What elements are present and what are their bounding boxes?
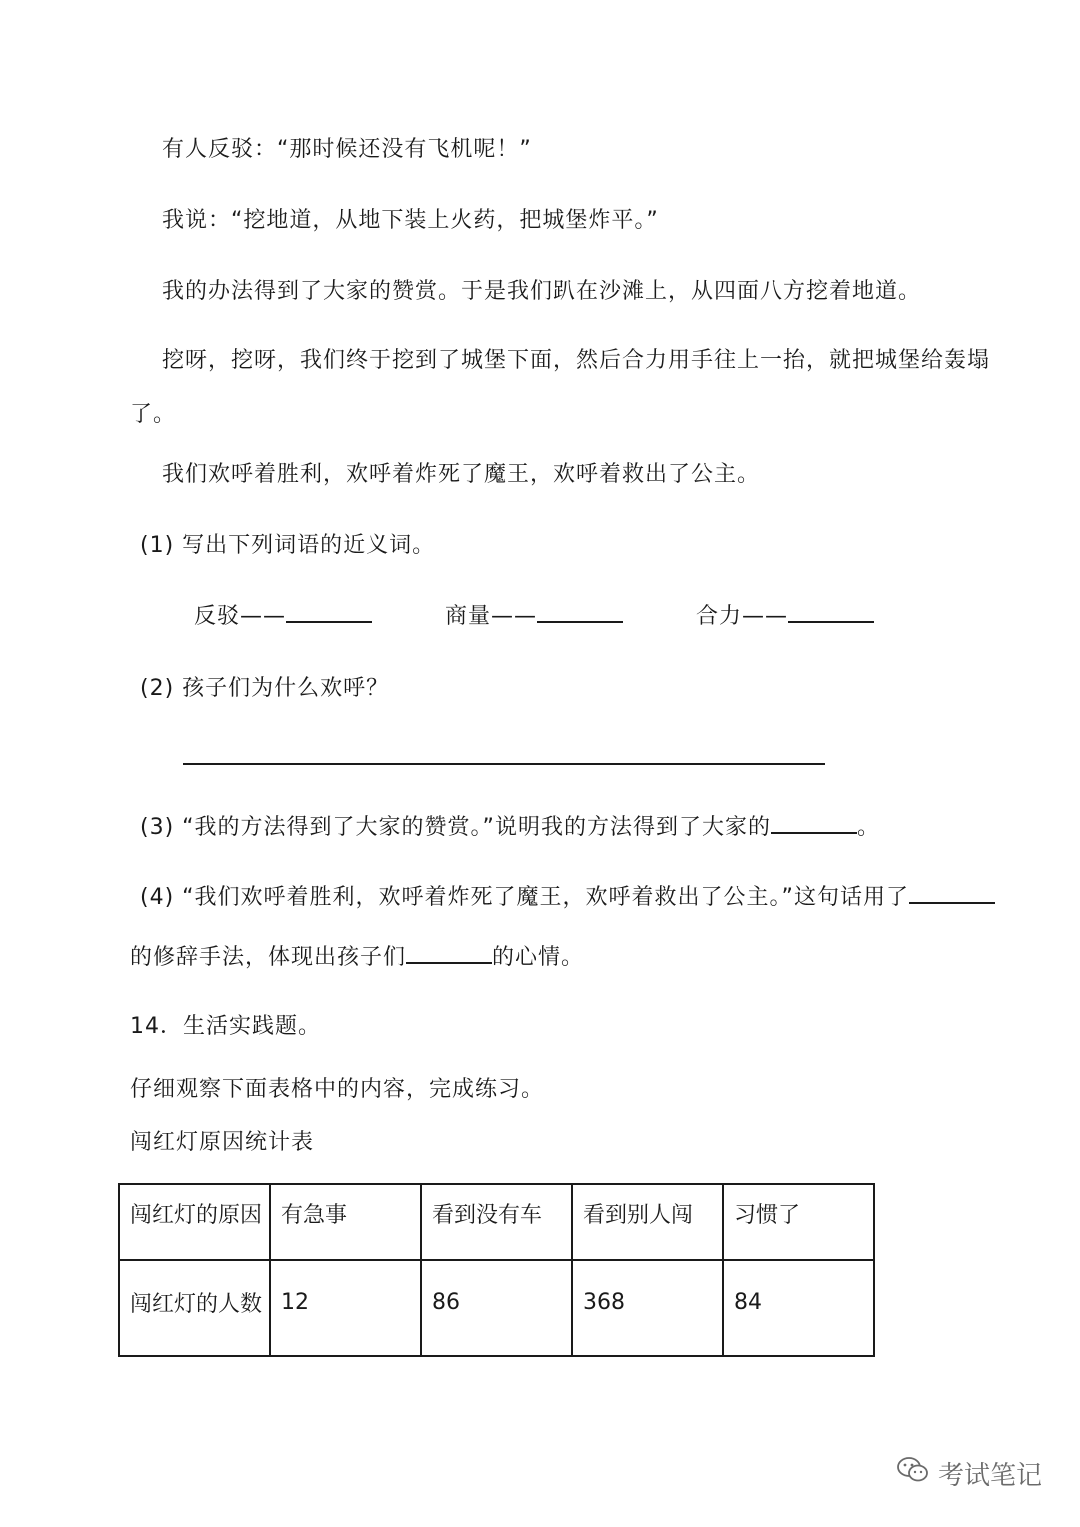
question-2-answer-line[interactable]	[183, 763, 825, 765]
table-header-row	[119, 1184, 874, 1260]
question-1-word-3	[696, 601, 874, 632]
word-label: 商量——	[445, 604, 538, 629]
table-row	[119, 1260, 874, 1356]
watermark	[896, 1455, 1042, 1492]
table-cell: 看到没有车	[421, 1184, 572, 1260]
table-cell: 看到别人闯	[572, 1184, 723, 1260]
answer-blank[interactable]	[286, 601, 372, 623]
question-4-line1	[140, 882, 995, 913]
table-cell: 86	[421, 1260, 572, 1356]
question-1-word-1	[194, 601, 372, 632]
table-cell: 有急事	[270, 1184, 421, 1260]
table-cell: 368	[572, 1260, 723, 1356]
question-1-word-2	[445, 601, 623, 632]
passage-p5: 我们欢呼着胜利，欢呼着炸死了魔王，欢呼着救出了公主。	[162, 462, 761, 487]
section-14-title: 14．生活实践题。	[130, 1014, 321, 1039]
answer-blank[interactable]	[537, 601, 623, 623]
question-1-prompt: (1) 写出下列词语的近义词。	[140, 533, 436, 558]
passage-p4-line2: 了。	[130, 402, 177, 427]
table-cell: 84	[723, 1260, 874, 1356]
section-14-instruction: 仔细观察下面表格中的内容，完成练习。	[130, 1077, 545, 1102]
wechat-icon	[896, 1455, 930, 1492]
red-light-stats-table	[118, 1183, 875, 1357]
question-4-text-b: 的心情。	[492, 945, 585, 970]
passage-p1: 有人反驳：“那时候还没有飞机呢！”	[162, 137, 532, 162]
watermark-text: 考试笔记	[938, 1461, 1043, 1491]
question-2-prompt: (2) 孩子们为什么欢呼？	[140, 676, 390, 701]
question-3-text: (3) “我的方法得到了大家的赞赏。”说明我的方法得到了大家的	[140, 815, 771, 840]
question-4-text: (4) “我们欢呼着胜利，欢呼着炸死了魔王，欢呼着救出了公主。”这句话用了	[140, 885, 909, 910]
table-cell: 闯红灯的人数	[119, 1260, 270, 1356]
table-cell: 12	[270, 1260, 421, 1356]
question-3	[140, 812, 880, 843]
answer-blank[interactable]	[909, 882, 995, 904]
table-cell: 习惯了	[723, 1184, 874, 1260]
question-3-end: 。	[856, 815, 880, 840]
answer-blank[interactable]	[406, 942, 492, 964]
question-4-line2	[130, 942, 584, 973]
word-label: 合力——	[696, 604, 789, 629]
table-cell: 闯红灯的原因	[119, 1184, 270, 1260]
passage-p4-line1: 挖呀，挖呀，我们终于挖到了城堡下面，然后合力用手往上一抬，就把城堡给轰塌	[162, 348, 991, 373]
answer-blank[interactable]	[788, 601, 874, 623]
question-4-text-a: 的修辞手法，体现出孩子们	[130, 945, 407, 970]
answer-blank[interactable]	[771, 812, 857, 834]
passage-p2: 我说：“挖地道，从地下装上火药，把城堡炸平。”	[162, 208, 659, 233]
passage-p3: 我的办法得到了大家的赞赏。于是我们趴在沙滩上，从四面八方挖着地道。	[162, 279, 922, 304]
word-label: 反驳——	[194, 604, 287, 629]
table-title: 闯红灯原因统计表	[130, 1130, 315, 1155]
